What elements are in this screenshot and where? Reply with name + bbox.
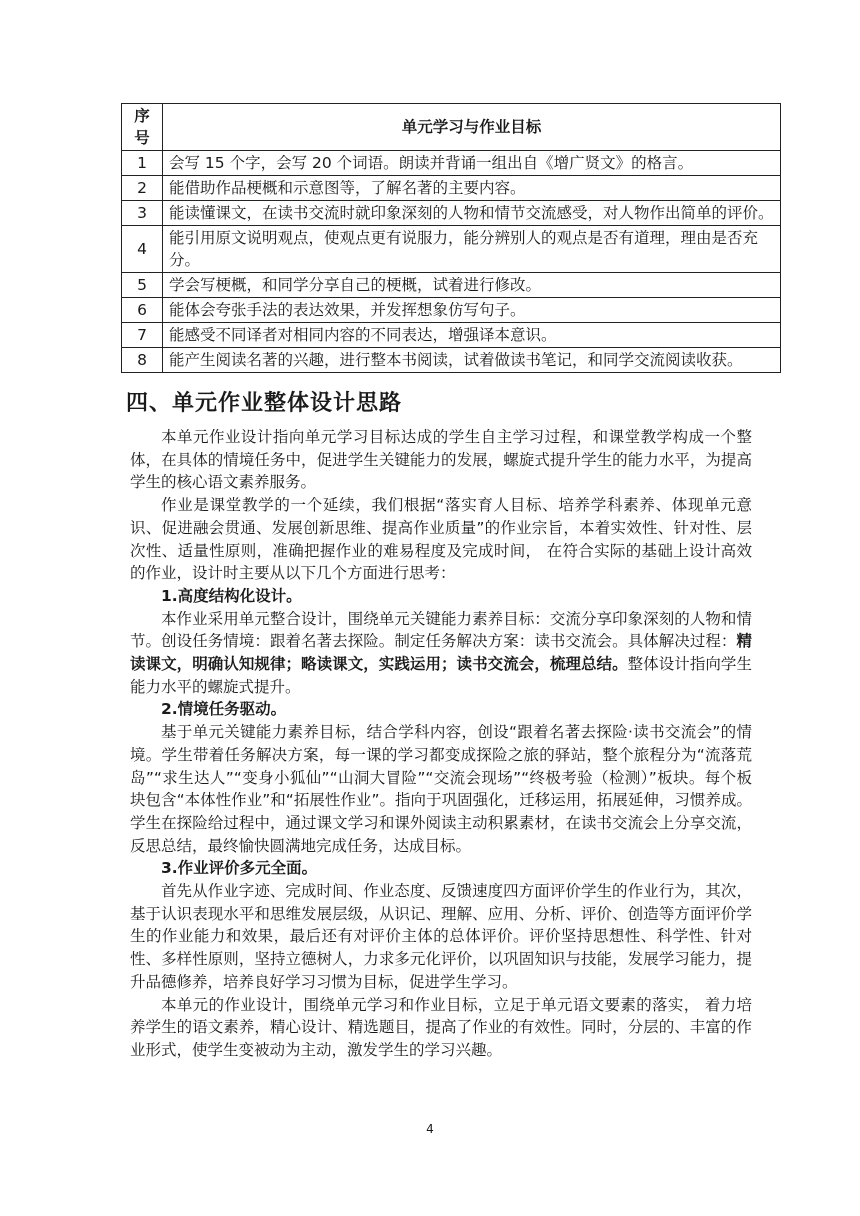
paragraph-summary: 本单元的作业设计，围绕单元学习和作业目标，立足于单元语文要素的落实， 着力培养学生的语文素养，精心设计、精选题目，提高了作业的有效性。同时，分层的、丰富的作业形式，使学生变被动为主动，激发学生的学习兴趣。 (130, 995, 752, 1059)
row-number: 1 (122, 151, 163, 176)
row-goal: 能产生阅读名著的兴趣，进行整本书阅读，试着做读书笔记，和同学交流阅读收获。 (163, 348, 781, 373)
table-row (122, 226, 781, 273)
page-number: 4 (426, 1122, 434, 1136)
table-row (122, 323, 781, 348)
paragraph-text: 整体设计指向学生能力水平的螺旋式提升。 (130, 655, 752, 696)
paragraph-structure (130, 608, 752, 699)
table-header-row (122, 104, 781, 151)
paragraph-task-driven: 基于单元关键能力素养目标，结合学科内容，创设“跟着名著去探险·读书交流会”的情境。学生带着任务解决方案，每一课的学习都变成探险之旅的驿站，整个旅程分为“流落荒岛”“求生达人”“变身小狐仙”“山洞大冒险”“交流会现场”“终极考验（检测）”板块。每个板块包含“本体性作业”和“拓展性作业”。指向于巩固强化，迁移运用，拓展延伸，习惯养成。学生在探险给过程中，通过课文学习和课外阅读主动积累素材，在读书交流会上分享交流，反思总结，最终愉快圆满地完成任务，达成目标。 (130, 723, 752, 855)
section-body (130, 426, 752, 1062)
table-row (122, 151, 781, 176)
header-goals: 单元学习与作业目标 (163, 104, 781, 151)
row-number: 7 (122, 323, 163, 348)
row-goal: 能读懂课文，在读书交流时就印象深刻的人物和情节交流感受，对人物作出简单的评价。 (163, 201, 781, 226)
emphasized-text: 精读课文，明确认知规律；略读课文，实践运用；读书交流会，梳理总结。 (130, 632, 752, 674)
row-goal: 能引用原文说明观点，使观点更有说服力，能分辨别人的观点是否有道理，理由是否充分。 (163, 226, 781, 273)
header-index: 序号 (122, 104, 163, 151)
row-goal: 会写 15 个字，会写 20 个词语。朗读并背诵一组出自《增广贤文》的格言。 (163, 151, 781, 176)
row-goal: 学会写梗概，和同学分享自己的梗概，试着进行修改。 (163, 273, 781, 298)
goals-table (121, 103, 781, 373)
table-row (122, 201, 781, 226)
intro-paragraph: 本单元作业设计指向单元学习目标达成的学生自主学习过程，和课堂教学构成一个整体，在具体的情境任务中，促进学生关键能力的发展，螺旋式提升学生的能力水平，为提高学生的核心语文素养服务。 (130, 428, 752, 492)
row-goal: 能借助作品梗概和示意图等，了解名著的主要内容。 (163, 176, 781, 201)
row-number: 3 (122, 201, 163, 226)
table-row (122, 348, 781, 373)
section-heading: 四、单元作业整体设计思路 (126, 391, 403, 416)
row-number: 4 (122, 226, 163, 273)
paragraph-evaluation: 首先从作业字迹、完成时间、作业态度、反馈速度四方面评价学生的作业行为，其次，基于认识表现水平和思维发展层级，从识记、理解、应用、分析、评价、创造等方面评价学生的作业能力和效果，最后还有对评价主体的总体评价。评价坚持思想性、科学性、针对性、多样性原则，坚持立德树人，力求多元化评价，以巩固知识与技能，发展学习能力，提升品德修养，培养良好学习习惯为目标，促进学生学习。 (130, 882, 752, 991)
row-number: 5 (122, 273, 163, 298)
paragraph-text: 本作业采用单元整合设计，围绕单元关键能力素养目标：交流分享印象深刻的人物和情节。创设任务情境：跟着名著去探险。制定任务解决方案：读书交流会。具体解决过程： (130, 609, 752, 651)
row-number: 8 (122, 348, 163, 373)
subheading-structure: 1.高度结构化设计。 (161, 586, 302, 605)
row-number: 2 (122, 176, 163, 201)
row-number: 6 (122, 298, 163, 323)
subheading-task-driven: 2.情境任务驱动。 (161, 700, 287, 719)
row-goal: 能体会夸张手法的表达效果，并发挥想象仿写句子。 (163, 298, 781, 323)
intro-paragraph: 作业是课堂教学的一个延续，我们根据“落实育人目标、培养学科素养、体现单元意识、促进融会贯通、发展创新思维、提高作业质量”的作业宗旨，本着实效性、针对性、层次性、适量性原则，准确把握作业的难易程度及完成时间， 在符合实际的基础上设计高效的作业，设计时主要从以下几个方面进行思考： (130, 496, 752, 583)
table-row (122, 273, 781, 298)
row-goal: 能感受不同译者对相同内容的不同表达，增强译本意识。 (163, 323, 781, 348)
subheading-evaluation: 3.作业评价多元全面。 (161, 859, 318, 878)
table-row (122, 298, 781, 323)
table-row (122, 176, 781, 201)
